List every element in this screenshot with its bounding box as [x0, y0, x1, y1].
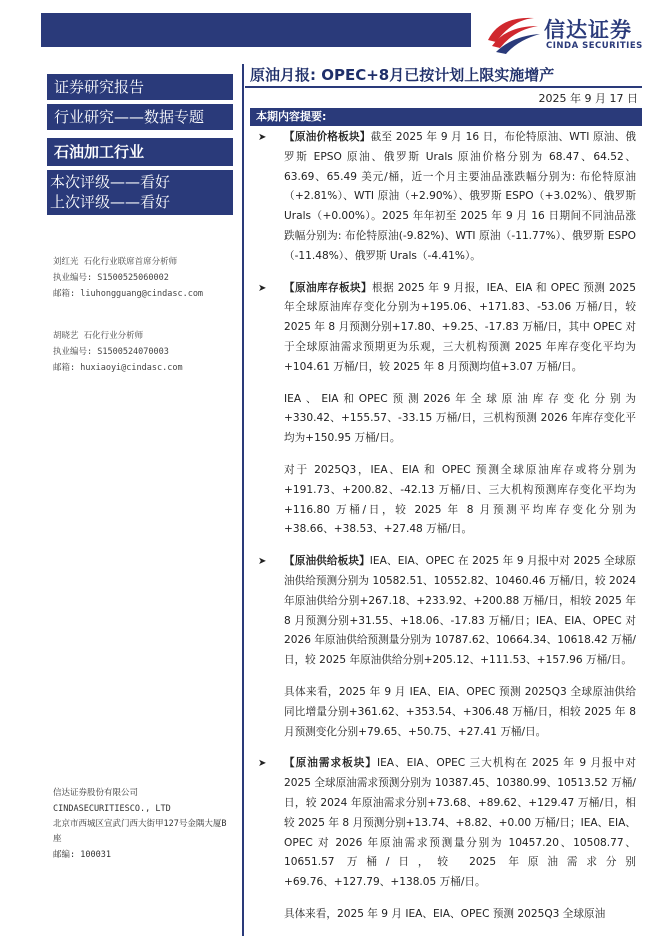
- oil-inventory-block: [258, 279, 636, 378]
- sidebar: [47, 74, 233, 215]
- analyst-name: 胡晓艺 石化行业分析师: [53, 331, 144, 341]
- cinda-logo: [482, 10, 652, 56]
- arrow-bullet-icon: ➤: [258, 556, 267, 568]
- block-label: 【原油库存板块】: [284, 281, 372, 294]
- rating-box: [47, 170, 233, 215]
- analyst-info: [53, 254, 203, 302]
- arrow-bullet-icon: ➤: [258, 282, 267, 294]
- analyst-email[interactable]: 邮箱: liuhongguang@cindasc.com: [53, 289, 204, 299]
- report-date: 2025 年 9 月 17 日: [538, 92, 638, 105]
- block-text: IEA、EIA、OPEC 在 2025 年 9 月报中对 2025 全球原油供给预测分别为 10582.51、10552.82、10460.46 万桶/日，较 2024 年原油供给分别+267.18、+233.92、+200.88 万桶/日，相较 2025 年 8 月预测分别+31.55、+18.06、-17.83 万桶/日；IEA、EIA、OPEC 对 2026 年原油供给预测量分别为 10787.62、10664.34、10618.42 万桶/日，较 2025 年原油供给分别+205.12、+111.53、+157.96 万桶/日。: [284, 555, 636, 667]
- brand-name-en: CINDA SECURITIES: [546, 41, 643, 51]
- arrow-bullet-icon: ➤: [258, 758, 267, 770]
- company-info: [53, 785, 233, 863]
- company-address: 北京市西城区宣武门西大街甲127号金隅大厦B座: [53, 819, 227, 844]
- cinda-logo-icon: [482, 10, 542, 54]
- paragraph: 具体来看，2025 年 9 月 IEA、EIA、OPEC 预测 2025Q3 全球原油: [284, 907, 606, 920]
- analyst-cert: 执业编号: S1500524070003: [53, 347, 169, 357]
- block-text: 根据 2025 年 9 月报，IEA、EIA 和 OPEC 预测 2025 年全球原油库存变化分别为+195.06、+171.83、-53.06 万桶/日，较 2025 年 8 月预测分别+17.80、+9.25、-17.83 万桶/日，其中 OPEC 对于全球原油需求预期更为乐观，三大机构预测 2025 年库存变化平均为+104.61 万桶/日，较 2025 年 8 月预测均值+3.07 万桶/日。: [284, 281, 637, 373]
- report-type-label: 证券研究报告: [47, 74, 233, 100]
- summary-content: [258, 128, 636, 937]
- industry-label: 石油加工行业: [47, 138, 233, 166]
- block-text: IEA、EIA、OPEC 三大机构在 2025 年 9 月报中对 2025 全球原油需求预测分别为 10387.45、10380.99、10513.52 万桶/日，较 2024 年原油需求分别+73.68、+89.62、+129.47 万桶/日，相较 2025 年 8 月预测分别+13.74、+8.82、+0.00 万桶/日；IEA、EIA、OPEC 对 2026 年原油需求预测量分别为 10457.20、10508.77、10651.57 万桶/日，较 2025 年原油需求分别+69.76、+127.79、+138.05 万桶/日。: [284, 757, 637, 889]
- analyst-name: 刘红光 石化行业联席首席分析师: [53, 257, 178, 267]
- section-heading: 本期内容提要:: [250, 108, 642, 126]
- analyst-cert: 执业编号: S1500525060002: [53, 273, 169, 283]
- paragraph: 具体来看，2025 年 9 月 IEA、EIA、OPEC 预测 2025Q3 全球原油供给同比增量分别+361.62、+353.54、+306.48 万桶/日，相较 2025 年 8 月预测变化分别+79.65、+50.75、+27.41 万桶/日。: [284, 685, 636, 738]
- header-banner: [41, 13, 471, 47]
- paragraph: 对于 2025Q3，IEA、EIA 和 OPEC 预测全球原油库存或将分别为+191.73、+200.82、-42.13 万桶/日、三大机构预测库存变化平均为+116.80 万桶/日，较 2025 年 8 月预测平均库存变化分别为+38.66、+38.53、+27.48 万桶/日。: [284, 463, 636, 536]
- brand-name-cn: 信达证券: [544, 18, 632, 42]
- block-label: 【原油供给板块】: [284, 555, 370, 568]
- divider-vertical: [242, 64, 244, 936]
- title-underline: [245, 86, 642, 88]
- company-name-cn: 信达证券股份有限公司: [53, 788, 139, 798]
- oil-price-block: [258, 128, 636, 267]
- oil-demand-block: [258, 754, 636, 893]
- report-title: 原油月报: OPEC+8月已按计划上限实施增产: [250, 66, 555, 84]
- block-label: 【原油价格板块】: [284, 131, 371, 143]
- analyst-email[interactable]: 邮箱: huxiaoyi@cindasc.com: [53, 363, 183, 373]
- arrow-bullet-icon: ➤: [258, 132, 267, 143]
- company-postcode: 邮编: 100031: [53, 850, 111, 860]
- rating-previous: 上次评级——看好: [50, 193, 171, 211]
- oil-supply-block: [258, 552, 636, 671]
- analyst-info: [53, 328, 183, 376]
- block-text: 截至 2025 年 9 月 16 日，布伦特原油、WTI 原油、俄罗斯 EPSO 原油、俄罗斯 Urals 原油价格分别为 68.47、64.52、63.69、65.49 美元/桶，近一个月主要油品涨跌幅分别为: 布伦特原油（+2.81%）、WTI 原油（+2.90%）、俄罗斯 ESPO（+3.02%）、俄罗斯 Urals（+0.00%）。2025 年年初至 2025 年 9 月 16 日期间不同油品涨跌幅分别为: 布伦特原油(-9.82%)、WTI 原油（-11.77%）、俄罗斯 ESPO（-11.48%）、俄罗斯 Urals（-4.41%）。: [284, 131, 637, 262]
- company-name-en: CINDASECURITIESCO., LTD: [53, 804, 171, 814]
- rating-current: 本次评级——看好: [50, 173, 171, 191]
- paragraph: IEA、EIA和OPEC预测2026年全球原油库存变化分别为+330.42、+155.57、-33.15 万桶/日，三机构预测 2026 年库存变化平均为+150.95 万桶/日。: [284, 392, 636, 445]
- report-category-label: 行业研究——数据专题: [47, 104, 233, 130]
- block-label: 【原油需求板块】: [284, 757, 377, 770]
